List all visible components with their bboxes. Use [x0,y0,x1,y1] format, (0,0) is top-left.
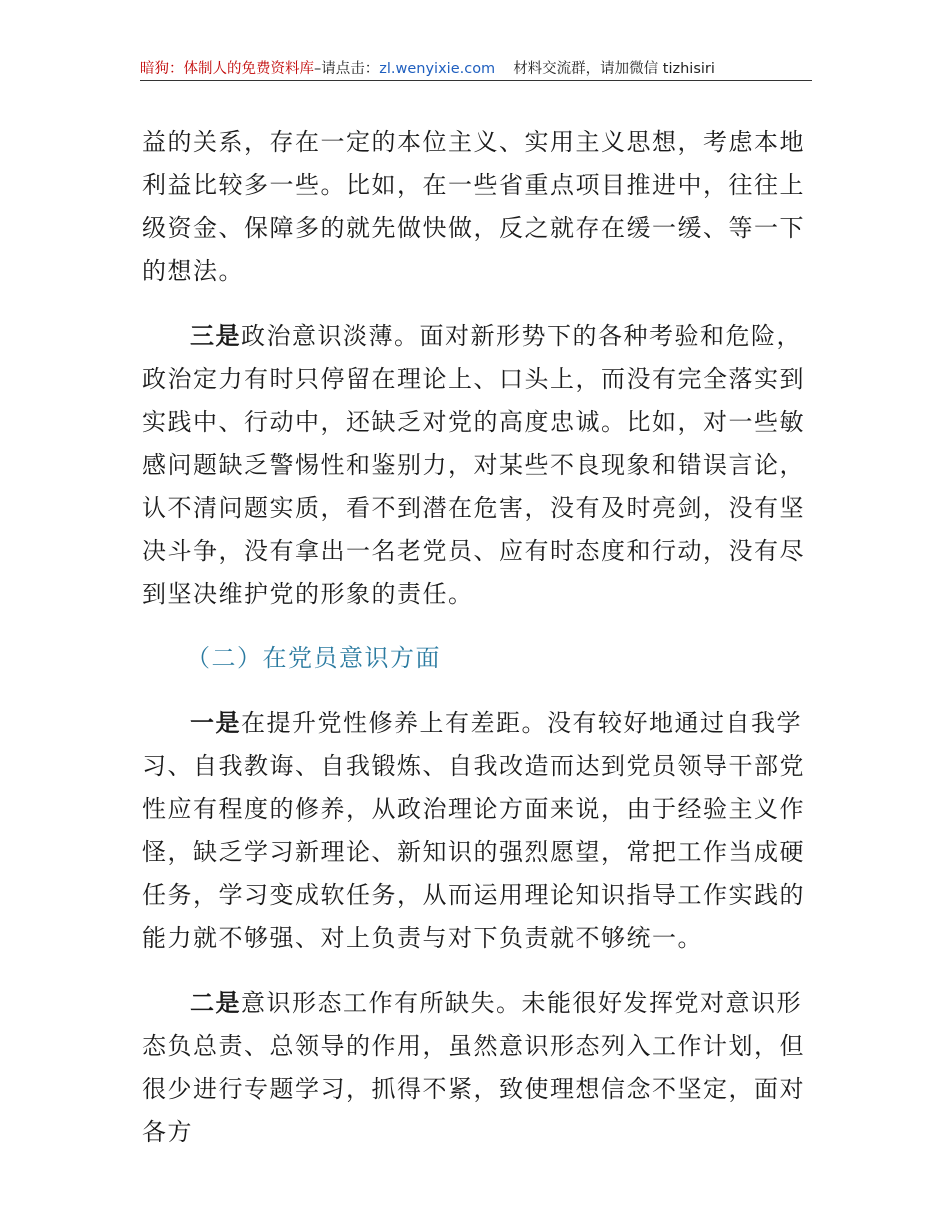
paragraph-3 [142,701,814,960]
paragraph-1: 益的关系，存在一定的本位主义、实用主义思想，考虑本地利益比较多一些。比如，在一些省重点项目推进中，往往上级资金、保障多的就先做快做，反之就存在缓一缓、等一下的想法。 [142,128,805,285]
section-heading: （二）在党员意识方面 [186,644,441,672]
click-prompt: –请点击： [314,61,380,77]
contact-info: 材料交流群，请加微信 tizhisiri [513,61,715,77]
site-url-link[interactable]: zl.wenyixie.com [379,61,496,77]
site-label: 暗狗：体制人的免费资料库 [140,61,314,77]
paragraph-4-lead: 二是 [190,988,241,1017]
paragraph-2-lead: 三是 [190,321,241,350]
paragraph-3-text: 在提升党性修养上有差距。没有较好地通过自我学习、自我教诲、自我锻炼、自我改造而达到党员领导干部党性应有程度的修养，从政治理论方面来说，由于经验主义作怪，缺乏学习新理论、新知识的强烈愿望，常把工作当成硬任务，学习变成软任务，从而运用理论知识指导工作实践的能力就不够强、对上负责与对下负责就不够统一。 [142,709,805,952]
paragraph-3-lead: 一是 [190,708,241,737]
header-divider [140,80,812,81]
paragraph-2 [142,314,814,616]
page-header [140,58,812,80]
paragraph-2-text: 政治意识淡薄。面对新形势下的各种考验和危险，政治定力有时只停留在理论上、口头上，而没有完全落实到实践中、行动中，还缺乏对党的高度忠诚。比如，对一些敏感问题缺乏警惕性和鉴别力，对某些不良现象和错误言论，认不清问题实质，看不到潜在危害，没有及时亮剑，没有坚决斗争，没有拿出一名老党员、应有时态度和行动，没有尽到坚决维护党的形象的责任。 [142,322,805,608]
paragraph-4-text: 意识形态工作有所缺失。未能很好发挥党对意识形态负总责、总领导的作用，虽然意识形态列入工作计划，但很少进行专题学习，抓得不紧，致使理想信念不坚定，面对各方 [142,989,805,1146]
document-body [142,121,814,1154]
paragraph-4 [142,981,814,1154]
